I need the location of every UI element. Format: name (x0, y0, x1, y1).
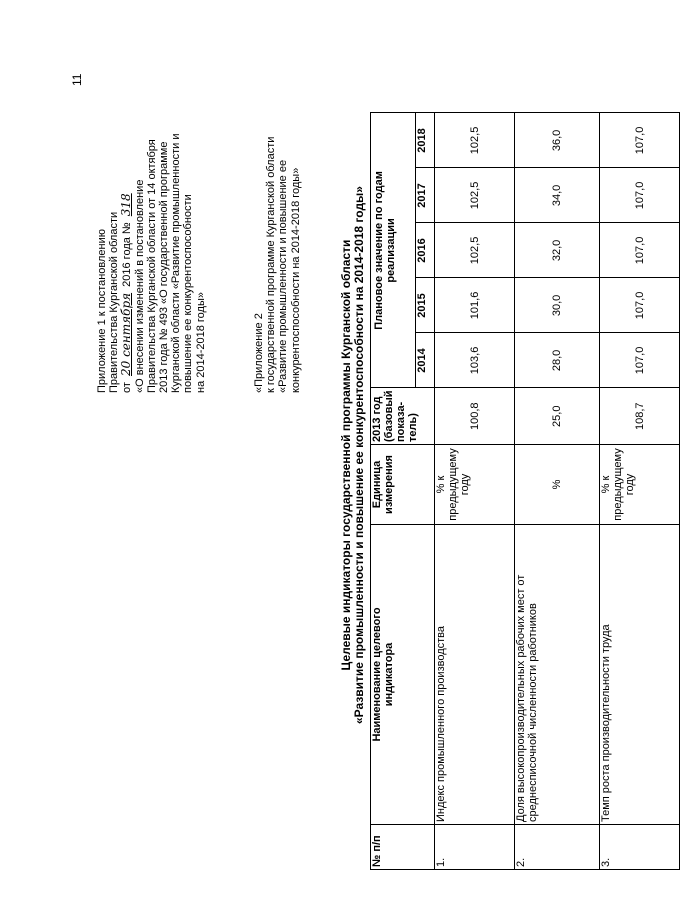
row-plan-value: 103,6 (435, 333, 515, 388)
row-base-value: 25,0 (515, 388, 600, 445)
row-plan-value: 30,0 (515, 278, 600, 333)
title-line-1: Целевые индикаторы государственной программы Курганской области (339, 239, 353, 671)
header-plan: Плановое значение по годам реализации (371, 113, 416, 388)
row-base-value: 108,7 (600, 388, 680, 445)
appendix-1-header (96, 93, 207, 393)
row-unit: % к предыдущему году (600, 445, 680, 525)
appendix-2-line: «Приложение 2 (253, 313, 265, 393)
date-prefix: от (121, 382, 134, 393)
header-unit: Единица измерения (371, 445, 435, 525)
row-plan-value: 102,5 (435, 113, 515, 168)
row-indicator-name: Доля высокопроизводительных рабочих мест от среднесписочной численности работников (515, 525, 600, 825)
row-plan-value: 101,6 (435, 278, 515, 333)
row-unit: % (515, 445, 600, 525)
appendix-1-line: Правительства Курганской области от 14 октября (145, 139, 158, 393)
row-plan-value: 32,0 (515, 223, 600, 278)
row-plan-value: 107,0 (600, 333, 680, 388)
table-row (435, 113, 515, 870)
table-row (515, 113, 600, 870)
appendix-1-line: Приложение 1 к постановлению (96, 228, 108, 393)
header-name: Наименование целевого индикатора (371, 525, 435, 825)
row-num: 3. (600, 825, 680, 870)
appendix-2-line: «Развитие промышленности и повышение ее (277, 159, 290, 393)
header-base: 2013 год (базовый показа-тель) (371, 388, 435, 445)
appendix-1-line: Курганской области «Развитие промышленности и (170, 133, 183, 393)
header-year: 2016 (416, 223, 435, 278)
date-suffix: 2016 года № (121, 222, 134, 287)
header-year: 2014 (416, 333, 435, 388)
appendix-1-line: повышение ее конкурентоспособности (182, 194, 195, 393)
row-plan-value: 36,0 (515, 113, 600, 168)
header-num: № п/п (371, 825, 435, 870)
header-year: 2018 (416, 113, 435, 168)
document-title (340, 185, 366, 725)
title-line-2: «Развитие промышленности и повышение ее конкурентоспособности на 2014-2018 годы» (352, 186, 366, 724)
appendix-2-line: к государственной программе Курганской области (265, 136, 278, 393)
table-header-row (371, 113, 416, 870)
row-plan-value: 107,0 (600, 113, 680, 168)
row-plan-value: 107,0 (600, 168, 680, 223)
header-year: 2015 (416, 278, 435, 333)
row-unit: % к предыдущему году (435, 445, 515, 525)
row-base-value: 100,8 (435, 388, 515, 445)
appendix-2-line: конкурентоспособности на 2014-2018 годы» (289, 167, 302, 393)
row-indicator-name: Темп роста производительности труда (600, 525, 680, 825)
appendix-1-line: на 2014-2018 годы» (194, 292, 207, 393)
header-year: 2017 (416, 168, 435, 223)
handwritten-date: 20 сентября (119, 292, 134, 377)
appendix-2-header (253, 93, 302, 393)
row-plan-value: 107,0 (600, 223, 680, 278)
appendix-1-line: Правительства Курганской области (108, 211, 121, 393)
row-plan-value: 34,0 (515, 168, 600, 223)
page-number: 11 (70, 73, 84, 86)
row-plan-value: 28,0 (515, 333, 600, 388)
row-plan-value: 102,5 (435, 168, 515, 223)
handwritten-number: 318 (119, 193, 134, 217)
appendix-1-line: 2013 года № 493 «О государственной программе (158, 141, 171, 393)
row-plan-value: 102,5 (435, 223, 515, 278)
row-plan-value: 107,0 (600, 278, 680, 333)
table-row (600, 113, 680, 870)
row-indicator-name: Индекс промышленного производства (435, 525, 515, 825)
row-num: 1. (435, 825, 515, 870)
appendix-1-line: «О внесении изменений в постановление (133, 179, 146, 393)
indicators-table (370, 112, 680, 870)
row-num: 2. (515, 825, 600, 870)
appendix-1-date-line (120, 93, 133, 393)
